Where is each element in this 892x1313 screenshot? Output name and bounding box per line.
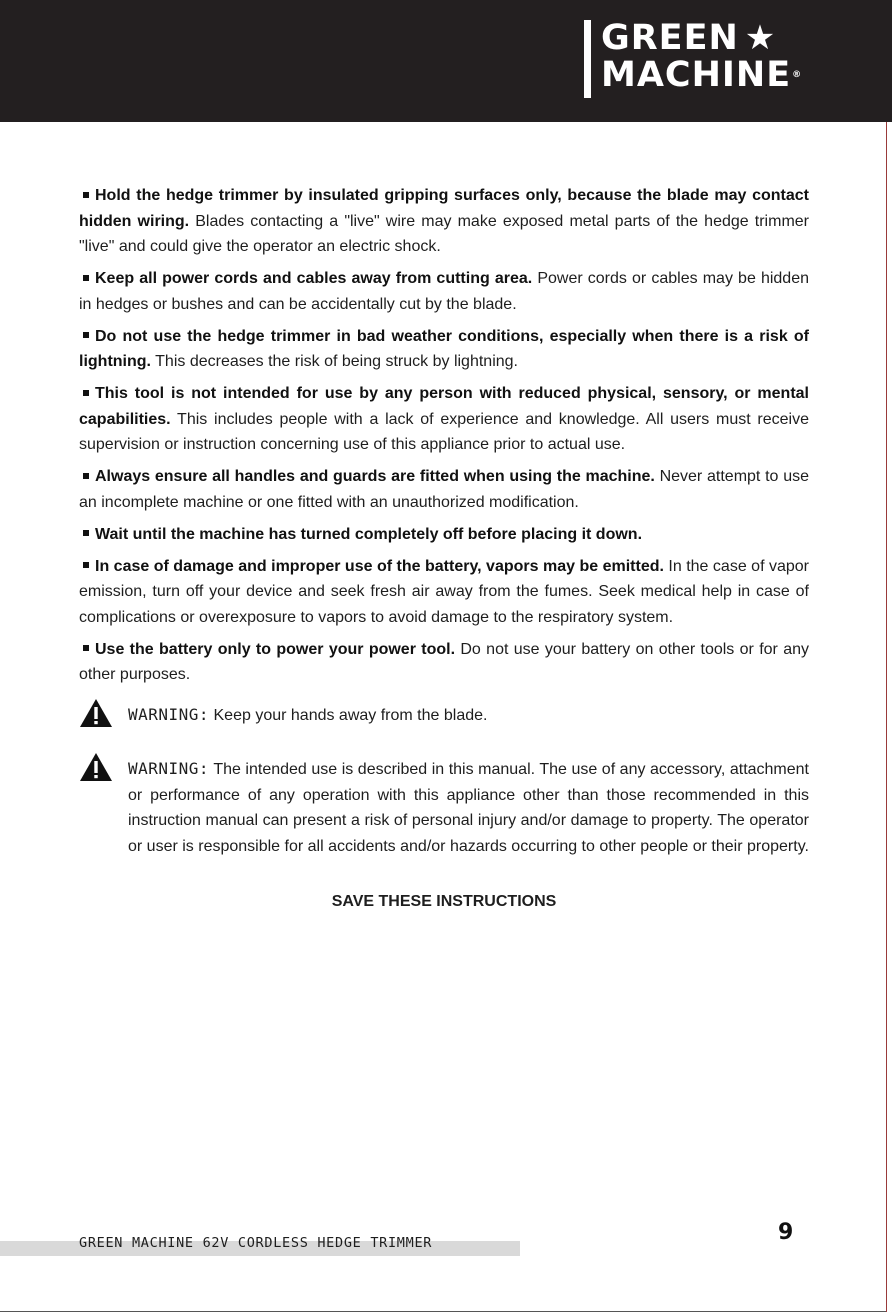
bottom-edge-rule	[0, 1311, 886, 1312]
bullet-square-icon	[83, 645, 89, 651]
safety-item-text: In the case of vapor emission, turn off your device and seek fresh air away from the fumes. Seek medical help in case of complications or overexposure to vapors to avoid damage to the respiratory system.	[79, 557, 810, 626]
brand-line2: MACHINE	[601, 55, 792, 95]
warning-triangle-icon	[79, 698, 113, 728]
warning-text: The intended use is described in this manual. The use of any accessory, attachment or performance of any operation with this appliance other than those recommended in this instruction manual can present a risk of personal injury and/or damage to property. The operator or user is responsible for all accidents and/or hazards occurring to other people or their property.	[128, 761, 809, 855]
safety-item-text: Do not use your battery on other tools or for any other purposes.	[79, 640, 810, 683]
page-number: 9	[778, 1220, 794, 1245]
right-edge-rule	[886, 122, 887, 1312]
safety-item-text: This decreases the risk of being struck by lightning.	[150, 353, 518, 370]
footer-title: GREEN MACHINE 62V CORDLESS HEDGE TRIMMER	[79, 1235, 433, 1251]
brand-logo	[584, 20, 802, 98]
safety-item-bold: This tool is not intended for use by any person with reduced physical, sensory, or mental capabilities.	[79, 385, 809, 428]
safety-item-text: This includes people with a lack of experience and knowledge. All users must receive supervision or instruction concerning use of this appliance prior to actual use.	[79, 410, 809, 453]
bullet-square-icon	[83, 390, 89, 396]
warning-text: Keep your hands away from the blade.	[209, 706, 488, 724]
bullet-square-icon	[83, 530, 89, 536]
bullet-square-icon	[83, 562, 89, 568]
page-header	[0, 0, 892, 122]
safety-item	[79, 183, 809, 260]
bullet-square-icon	[83, 473, 89, 479]
warning-triangle-icon	[79, 752, 113, 782]
warning-label: WARNING:	[128, 759, 210, 778]
safety-item	[79, 554, 809, 631]
warning-label: WARNING:	[128, 704, 210, 724]
safety-item	[79, 464, 809, 515]
safety-item-bold: In case of damage and improper use of the battery, vapors may be emitted.	[95, 557, 664, 575]
safety-item-text: Never attempt to use an incomplete machine or one fitted with an unauthorized modification.	[79, 468, 809, 511]
safety-item-bold: Hold the hedge trimmer by insulated gripping surfaces only, because the blade may contact hidden wiring.	[79, 187, 809, 230]
safety-item-text: Power cords or cables may be hidden in hedges or bushes and can be accidentally cut by the blade.	[79, 270, 810, 313]
safety-item-bold: Use the battery only to power your power tool.	[95, 640, 456, 658]
bullet-square-icon	[83, 192, 89, 198]
bullet-square-icon	[83, 275, 89, 281]
safety-content	[79, 183, 809, 915]
warning-block	[79, 702, 809, 729]
safety-item-bold: Do not use the hedge trimmer in bad weather conditions, especially when there is a risk of lightning.	[79, 327, 809, 370]
safety-item	[79, 266, 809, 317]
save-instructions-heading: SAVE THESE INSTRUCTIONS	[331, 893, 557, 910]
warning-block	[79, 756, 809, 859]
safety-item-bold: Wait until the machine has turned completely off before placing it down.	[95, 525, 643, 543]
brand-line1: GREEN	[601, 18, 739, 58]
safety-item	[79, 637, 809, 688]
safety-item-bold: Always ensure all handles and guards are fitted when using the machine.	[95, 468, 655, 485]
safety-item	[79, 381, 809, 458]
safety-item-bold: Keep all power cords and cables away from cutting area.	[95, 270, 533, 287]
star-icon: ★	[744, 18, 777, 58]
safety-item	[79, 324, 809, 375]
registered-mark: ®	[792, 70, 803, 80]
bullet-square-icon	[83, 332, 89, 338]
safety-item-text: Blades contacting a "live" wire may make exposed metal parts of the hedge trimmer "live" and could give the operator an electric shock.	[79, 212, 809, 255]
safety-item	[79, 522, 809, 548]
